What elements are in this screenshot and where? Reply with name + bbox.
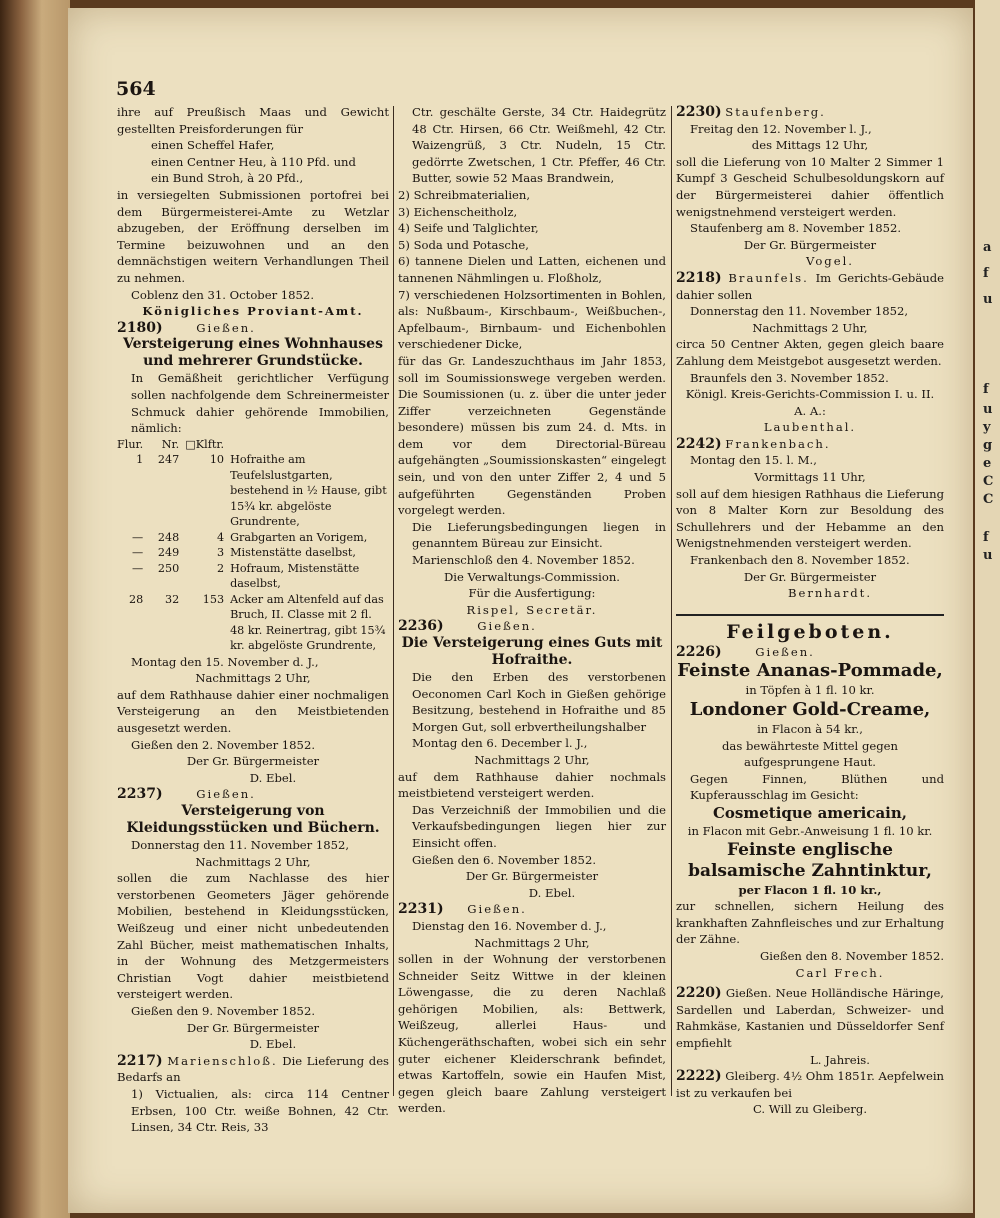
cell-flur: 1 [136, 453, 144, 467]
cell-flur: — [132, 546, 144, 560]
announcement-text: Gleiberg. 4½ Ohm 1851r. Aepfelwein ist zu verkaufen bei [676, 1069, 945, 1100]
announcement-text: Gießen. Neue Holländische Häringe, Sardellen und Laberdan, Schweizer- und Rahmkäse, Kastanien und Düsseldorfer Senf empfiehlt [676, 986, 944, 1050]
announcement-2230 [676, 104, 944, 270]
product-name: Feinste englische balsamische Zahntinktur, [688, 839, 932, 881]
column-1 [117, 104, 389, 1136]
announcement-place: Gießen. [467, 902, 527, 917]
column-2 [398, 104, 666, 1117]
signer: Königliches Proviant-Amt. [142, 304, 364, 319]
table-row [117, 530, 389, 546]
cell-desc: Mistenstätte daselbst, [230, 546, 356, 560]
cell-nr: 32 [164, 592, 180, 606]
announcement-2217 [117, 1053, 389, 1136]
announcement-2220 [676, 985, 944, 1068]
page-number: 564 [116, 78, 156, 100]
announcement-text: sollen in der Wohnung der verstorbenen Schneider Seitz Wittwe in der kleinen Löwengasse, die zu deren Nachlaß gehörigen Mobilien, als: Bettwerk, Weißzeug, allerlei Haus- und Küchengeräthschaften, wobei sich ein sehr guter eichener Kleiderschrank befindet, etwas Kartoffeln, sowie ein Haufen Mist, gegen gleich baare Zahlung versteigert werden. [398, 952, 666, 1116]
announcement-number: 2237) [117, 786, 163, 803]
auction-date: Donnerstag den 11. November 1852, [131, 838, 350, 853]
announcement-place: Gießen. [196, 320, 256, 335]
cell-klafter: 10 [209, 453, 225, 467]
auction-time: Nachmittags 2 Uhr, [474, 935, 590, 950]
place-date: Braunfels den 3. November 1852. [690, 370, 889, 385]
cell-nr: 247 [157, 453, 180, 467]
signer-name: Carl Frech. [795, 965, 885, 980]
list-item: 3) Eichenscheitholz, [398, 204, 518, 219]
product-desc: Gegen Finnen, Blüthen und Kupferausschlag im Gesicht: [690, 771, 944, 803]
announcement-place: Frankenbach. [725, 436, 831, 451]
auction-date: Freitag den 12. November l. J., [690, 121, 872, 136]
announcement-text: soll auf dem hiesigen Rathhaus die Lieferung von 8 Malter Korn zur Besoldung des Schullehrers und der Hebamme an den Wenigstnehmenden versteigert werden. [676, 486, 944, 551]
announcement-2218 [676, 270, 944, 436]
list-item: 6) tannene Dielen und Latten, eichenen und tannenen Nähmlingen u. Floßholz, [398, 254, 666, 285]
signer: Für die Ausfertigung: [468, 586, 596, 601]
section-title: Feilgeboten. [726, 620, 894, 643]
signer-name: Rispel, Secretär. [466, 602, 598, 617]
product-name: Cosmetique americain, [712, 803, 907, 822]
list-item: 7) verschiedenen Holzsortimenten in Bohlen, als: Nußbaum-, Kirschbaum-, Weißbuchen-, Apfelbaum-, Birnbaum- und Eichenbohlen verschiedener Dicke, [398, 287, 666, 352]
continued-text: Ctr. geschälte Gerste, 34 Ctr. Haidegrütz 48 Ctr. Hirsen, 66 Ctr. Weißmehl, 42 Ctr. Waizengrüß, 3 Ctr. Nudeln, 15 Ctr. gedörrte Zwetschen, 1 Ctr. Pfeffer, 46 Ctr. Butter, sowie 52 Maas Brandwein, [412, 105, 666, 186]
announcement-text: In Gemäßheit gerichtlicher Verfügung sollen nachfolgende dem Schreinermeister Schmuck dahier gehörende Immobilien, nämlich: [131, 371, 389, 436]
edge-letter: u [983, 402, 993, 417]
place-date: Staufenberg am 8. November 1852. [690, 221, 902, 236]
auction-time: Nachmittags 2 Uhr, [474, 752, 590, 767]
product-price: in Flacon mit Gebr.-Anweisung 1 fl. 10 kr. [687, 823, 933, 838]
announcement-text: circa 50 Centner Akten, gegen gleich baare Zahlung dem Meistgebot ausgesetzt werden. [676, 337, 944, 368]
announcement-2231 [398, 901, 666, 1117]
announcement-place: Gießen. [477, 619, 537, 634]
announcement-title: Die Versteigerung eines Guts mit Hofraithe. [401, 635, 663, 668]
auction-time: Nachmittags 2 Uhr, [195, 671, 311, 686]
property-table [117, 437, 389, 654]
announcement-2180 [117, 320, 389, 787]
cell-nr: 249 [157, 546, 180, 560]
announcement-text: auf dem Rathhause dahier nochmals meistbietend versteigert werden. [398, 769, 666, 801]
product-price: in Töpfen à 1 fl. 10 kr. [745, 683, 875, 698]
product-name: Feinste Ananas-Pommade, [677, 660, 943, 682]
place-date: Coblenz den 31. October 1852. [131, 287, 314, 302]
announcement-place: Gießen. [755, 644, 815, 659]
section-divider [676, 614, 944, 616]
auction-time: des Mittags 12 Uhr, [751, 138, 869, 153]
place-date: Marienschloß den 4. November 1852. [412, 553, 635, 568]
announcement-2222 [676, 1068, 944, 1118]
announcement-2236 [398, 618, 666, 901]
announcement-number: 2226) [676, 643, 722, 660]
intro-text-2: in versiegelten Submissionen portofrei bei dem Bürgermeisterei-Amte zu Wetzlar abzugeben, der Eröffnung derselben im Termine beizuwohnen und an den demnächstigen weitern Verhandlungen Theil zu nehmen. [117, 187, 389, 285]
auction-time: Nachmittags 2 Uhr, [752, 320, 868, 335]
announcement-place: Marienschloß. [167, 1053, 278, 1068]
announcement-number: 2222) [676, 1068, 722, 1085]
place-date: Gießen den 8. November 1852. [760, 948, 944, 963]
edge-letter: u [983, 548, 993, 563]
cell-desc: Hofraum, Mistenstätte daselbst, [230, 561, 360, 591]
cell-klafter: 153 [202, 592, 225, 606]
announcement-text: Die Lieferungsbedingungen liegen in genanntem Büreau zur Einsicht. [412, 519, 666, 551]
place-date: Gießen den 9. November 1852. [131, 1003, 315, 1018]
announcement-number: 2220) [676, 985, 722, 1002]
announcement-number: 2230) [676, 104, 722, 120]
list-item: 2) Schreibmaterialien, [398, 187, 531, 202]
announcement-text: Die den Erben des verstorbenen Oeconomen Carl Koch in Gießen gehörige Besitzung, bestehend in Hofraithe und 85 Morgen Gut, soll erbvertheilungshalber [412, 670, 666, 734]
edge-letter: C [983, 492, 994, 507]
edge-letter: y [983, 420, 991, 435]
announcement-text: für das Gr. Landeszuchthaus im Jahr 1853, soll im Soumissionswege vergeben werden. Die Soumissionen (u. z. über die unter jeder Ziffer verzeichneten Gegenstände besondere) müssen bis zum 24. d. Mts. in dem vor dem Directorial-Büreau aufgehängten „Soumissionskasten“ eingelegt sein, und von den unter Ziffer 2, 4 und 5 aufgeführten Gegenständen Proben vorgelegt werden. [398, 353, 666, 518]
cell-flur: 28 [128, 592, 144, 606]
intro-text: ihre auf Preußisch Maas und Gewicht gestellten Preisforderungen für [117, 105, 389, 136]
announcement-text: Die Lieferung des Bedarfs an [117, 1053, 390, 1085]
edge-letter: C [983, 474, 994, 489]
announcement-number: 2218) [676, 269, 722, 286]
edge-letter: a [983, 240, 992, 255]
price-item: einen Centner Heu, à 110 Pfd. und [151, 154, 356, 169]
column-rule [671, 106, 672, 1096]
auction-time: Nachmittags 2 Uhr, [195, 854, 311, 869]
signer: A. A.: [794, 403, 826, 418]
signer-name: C. Will zu Gleiberg. [752, 1102, 868, 1117]
edge-letter: f [983, 530, 989, 545]
signer-name: D. Ebel. [249, 770, 297, 785]
signer-name: D. Ebel. [528, 885, 576, 900]
signer-name: Bernhardt. [787, 586, 873, 601]
announcement-place: Braunfels. [728, 270, 809, 285]
announcement-place: Staufenberg. [725, 105, 826, 119]
product-name: Londoner Gold-Creame, [689, 699, 931, 720]
announcement-number: 2231) [398, 901, 444, 918]
table-header: □Klftr. [185, 437, 225, 451]
place-date: Gießen den 2. November 1852. [131, 737, 315, 752]
cell-flur: — [132, 530, 144, 544]
edge-letter: e [983, 456, 992, 471]
list-item: 4) Seife und Talglichter, [398, 221, 539, 236]
signer-name: L. Jahreis. [810, 1052, 870, 1067]
cell-desc: Hofraithe am Teufelslustgarten, bestehend in ½ Hause, gibt 15¾ kr. abgelöste Grundrente, [230, 453, 387, 529]
signer: Königl. Kreis-Gerichts-Commission I. u. II. [685, 387, 935, 402]
announcement-title: Versteigerung von Kleidungsstücken und Büchern. [126, 803, 380, 837]
product-desc: das bewährteste Mittel gegen aufgesprungene Haut. [722, 738, 898, 770]
edge-letter: g [983, 438, 993, 453]
announcement-number: 2180) [117, 319, 163, 336]
column-rule [393, 106, 394, 1096]
product-price: per Flacon 1 fl. 10 kr., [738, 882, 882, 897]
signer: Der Gr. Bürgermeister [186, 1020, 320, 1035]
signer: Die Verwaltungs-Commission. [444, 569, 620, 584]
price-item: ein Bund Stroh, à 20 Pfd., [151, 171, 304, 186]
cell-nr: 248 [157, 530, 180, 544]
announcement-place: Gießen. [196, 787, 256, 802]
table-row [117, 561, 389, 592]
product-price: in Flacon à 54 kr., [757, 722, 863, 736]
announcement-2242 [676, 436, 944, 602]
announcement-number: 2242) [676, 435, 722, 452]
signer-name: D. Ebel. [249, 1037, 297, 1052]
signer: Der Gr. Bürgermeister [743, 569, 877, 584]
cell-nr: 250 [157, 561, 180, 575]
announcement-text: sollen die zum Nachlasse des hier verstorbenen Geometers Jäger gehörende Mobilien, bestehend in Kleidungsstücken, Weißzeug und einer nicht unbedeutenden Zahl Bücher, meist mathematischen Inhalts, in der Wohnung des Metzgermeisters Christian Vogt dahier meistbietend versteigert werden. [117, 871, 389, 1002]
table-header: Nr. [161, 437, 180, 451]
signer: Der Gr. Bürgermeister [186, 754, 320, 769]
place-date: Gießen den 6. November 1852. [412, 852, 596, 867]
table-row [117, 545, 389, 561]
cell-flur: — [132, 561, 144, 575]
announcement-text: soll die Lieferung von 10 Malter 2 Simmer 1 Kumpf 3 Gescheid Schulbesoldungskorn auf der Bürgermeisterei dahier öffentlich wenigstnehmend versteigert werden. [676, 154, 944, 219]
auction-date: Montag den 15. l. M., [690, 453, 817, 468]
announcement-2226 [676, 644, 944, 981]
auction-date: Dienstag den 16. November d. J., [412, 918, 607, 933]
cell-klafter: 2 [216, 561, 225, 575]
cell-klafter: 3 [216, 546, 225, 560]
signer: Der Gr. Bürgermeister [465, 869, 599, 884]
table-row [117, 452, 389, 530]
list-item: 1) Victualien, als: circa 114 Centner Erbsen, 100 Ctr. weiße Bohnen, 42 Ctr. Linsen, 34 Ctr. Reis, 33 [131, 1086, 389, 1135]
signer: Der Gr. Bürgermeister [743, 237, 877, 252]
column-3 [676, 104, 944, 1118]
list-item: 5) Soda und Potasche, [398, 237, 529, 252]
edge-letter: u [983, 292, 993, 307]
cell-desc: Grabgarten an Vorigem, [230, 530, 368, 544]
adjacent-page-edge [975, 0, 1000, 1218]
edge-letter: f [983, 382, 989, 397]
auction-date: Donnerstag den 11. November 1852, [690, 304, 909, 319]
table-row [117, 592, 389, 654]
price-item: einen Scheffel Hafer, [151, 138, 275, 153]
announcement-2237 [117, 786, 389, 1052]
auction-date: Montag den 6. December l. J., [412, 736, 588, 751]
book-binding [0, 0, 70, 1218]
product-desc: zur schnellen, sichern Heilung des krankhaften Zahnfleisches und zur Erhaltung der Zähne. [676, 899, 944, 947]
announcement-number: 2236) [398, 618, 444, 635]
announcement-number: 2217) [117, 1052, 163, 1069]
announcement-text: Das Verzeichniß der Immobilien und die Verkaufsbedingungen liegen hier zur Einsicht offen. [412, 802, 666, 850]
announcement-text: auf dem Rathhause dahier einer nochmaligen Versteigerung an den Meistbietenden ausgesetzt werden. [117, 687, 389, 736]
table-header: Flur. [117, 437, 144, 451]
announcement-title: Versteigerung eines Wohnhauses und mehrerer Grundstücke. [123, 336, 383, 370]
signer-name: Vogel. [806, 254, 854, 269]
auction-time: Vormittags 11 Uhr, [754, 470, 866, 485]
auction-date: Montag den 15. November d. J., [131, 654, 319, 669]
place-date: Frankenbach den 8. November 1852. [690, 553, 910, 568]
edge-letter: f [983, 266, 989, 281]
cell-klafter: 4 [216, 530, 225, 544]
cell-desc: Acker am Altenfeld auf das Bruch, II. Classe mit 2 fl. 48 kr. Reinertrag, gibt 15¾ kr. abgelöste Grundrente, [230, 592, 386, 653]
signer-name: Laubenthal. [763, 420, 857, 435]
announcement-text: Im Gerichts-Gebäude dahier sollen [676, 270, 945, 302]
